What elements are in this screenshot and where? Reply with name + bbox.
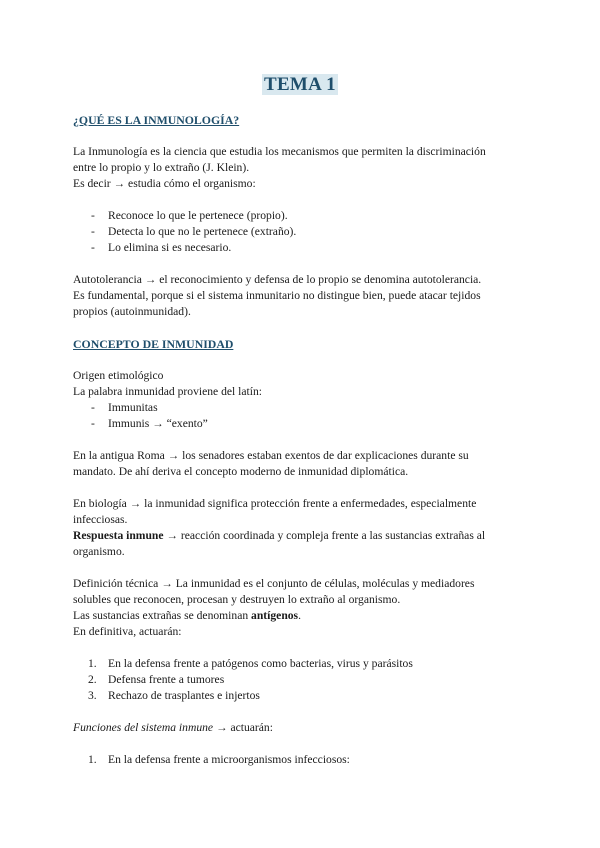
list-item-text: Immunis → “exento” [108,417,208,430]
dash-bullet: - [91,241,95,254]
bullet-list-organismo [73,208,543,256]
funciones-line [73,720,543,736]
origen-line: Origen etimológico [73,369,164,382]
auto-line-2: Es fundamental, porque si el sistema inmunitario no distingue bien, puede atacar tejidos [73,289,481,302]
palabra-line: La palabra inmunidad proviene del latín: [73,385,262,398]
roma-paragraph [73,448,543,480]
def-line-2: solubles que reconocen, procesan y destruyen lo extraño al organismo. [73,593,401,606]
list-item [73,752,543,768]
respuesta-rest: → reacción coordinada y compleja frente a las sustancias extrañas al [163,529,486,542]
funciones-rest: → actuarán: [213,721,273,734]
dash-bullet: - [91,209,95,222]
list-number: 3. [88,689,97,702]
list-number: 1. [88,753,97,766]
list-item-text: Immunitas [108,401,158,414]
respuesta-line-2: organismo. [73,545,125,558]
title-wrapper [0,72,600,98]
section-heading-concepto [73,336,543,352]
list-item [73,400,543,416]
page-title: TEMA 1 [263,74,336,95]
auto-line-1: Autotolerancia → el reconocimiento y defensa de lo propio se denomina autotolerancia. [73,273,482,286]
autotolerancia-paragraph [73,272,543,320]
section-heading-inmunologia [73,112,543,128]
roma-line-2: mandato. De ahí deriva el concepto moderno de inmunidad diplomática. [73,465,409,478]
list-item-text: En la defensa frente a microorganismos infecciosos: [108,753,350,766]
intro-line-1: La Inmunología es la ciencia que estudia los mecanismos que permiten la discriminación [73,145,486,158]
list-item [73,224,543,240]
bio-line-2: infecciosas. [73,513,128,526]
sust-pre: Las sustancias extrañas se denominan [73,609,252,622]
list-item-text: Lo elimina si es necesario. [108,241,232,254]
list-item [73,208,543,224]
list-number: 1. [88,657,97,670]
list-item [73,688,543,704]
numbered-list-actions [73,656,543,704]
dash-bullet: - [91,401,95,414]
sust-post: . [298,609,301,622]
es-decir-line: Es decir → estudia cómo el organismo: [73,177,256,190]
list-item [73,240,543,256]
respuesta-bold: Respuesta inmune [73,529,164,542]
biologia-paragraph [73,496,543,560]
intro-paragraph [73,144,543,192]
sustancias-line [73,608,543,624]
list-item [73,656,543,672]
definicion-paragraph [73,576,543,640]
list-item-text: En la defensa frente a patógenos como bacterias, virus y parásitos [108,657,413,670]
definitiva-line: En definitiva, actuarán: [73,625,182,638]
dash-bullet: - [91,417,95,430]
list-item-text: Rechazo de trasplantes e injertos [108,689,260,702]
list-item-text: Detecta lo que no le pertenece (extraño). [108,225,297,238]
funciones-italic: Funciones del sistema inmune [73,721,214,734]
intro-line-2: entre lo propio y lo extraño (J. Klein). [73,161,250,174]
roma-line-1: En la antigua Roma → los senadores estaban exentos de dar explicaciones durante su [73,449,469,462]
heading-text: CONCEPTO DE INMUNIDAD [73,337,234,351]
list-item [73,416,543,432]
list-item-text: Reconoce lo que le pertenece (propio). [108,209,288,222]
heading-text: ¿QUÉ ES LA INMUNOLOGÍA? [73,113,240,127]
bio-line-1: En biología → la inmunidad significa protección frente a enfermedades, especialmente [73,497,477,510]
antigenos-bold: antígenos [251,609,299,622]
dash-bullet: - [91,225,95,238]
origen-paragraph [73,368,543,432]
def-line-1: Definición técnica → La inmunidad es el conjunto de células, moléculas y mediadores [73,577,475,590]
numbered-list-funciones [73,752,543,768]
list-item-text: Defensa frente a tumores [108,673,225,686]
funciones-paragraph [73,720,543,736]
auto-line-3: propios (autoinmunidad). [73,305,191,318]
list-number: 2. [88,673,97,686]
respuesta-line [73,528,543,544]
list-item [73,672,543,688]
